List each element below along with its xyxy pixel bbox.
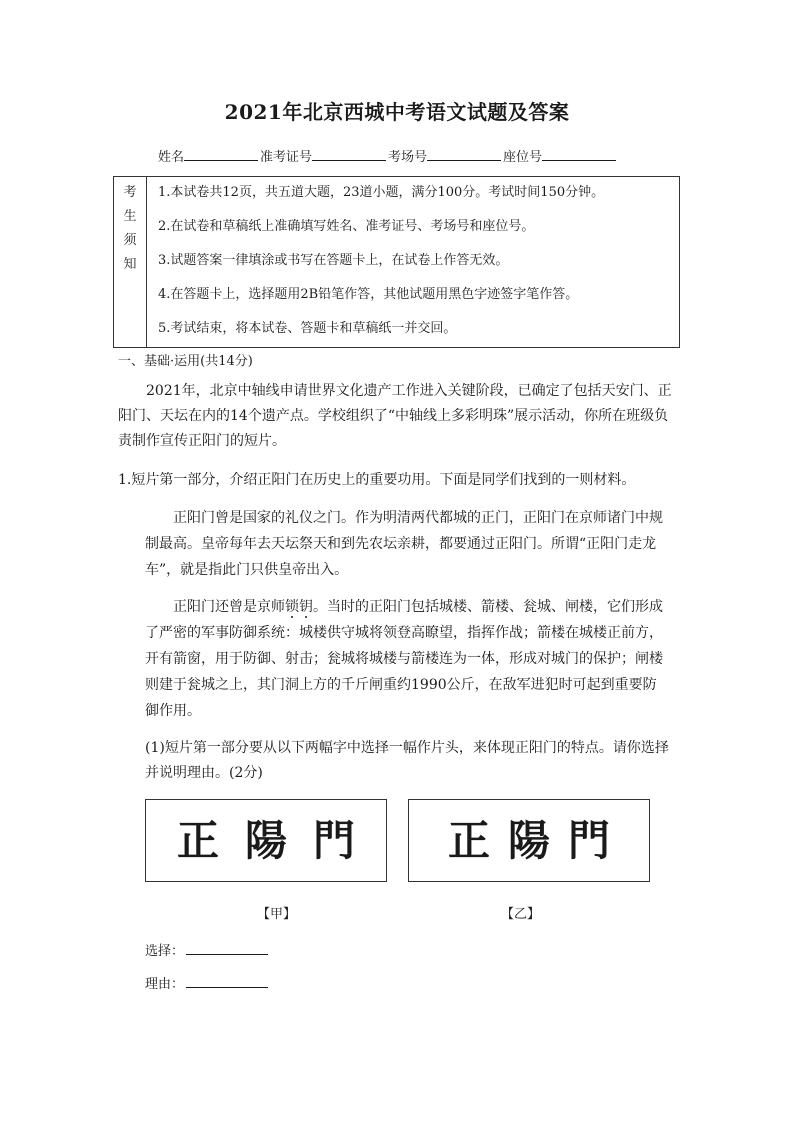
choice-label: 选择： [145, 944, 185, 959]
notice-item: 1.本试卷共12页，共五道大题，23道小题，满分100分。考试时间150分钟。 [158, 185, 605, 200]
choice-blank[interactable] [186, 942, 268, 955]
calligraphy-jia-text: 正陽門 [176, 815, 381, 865]
intro-paragraph: 2021年，北京中轴线申请世界文化遗产工作进入关键阶段，已确定了包括天安门、正阳门、天坛在内的14个遗产点。学校组织了“中轴线上多彩明珠”展示活动，你所在班级负责制作宣传正阳门的短片。 [118, 383, 672, 449]
choice-answer-line [145, 940, 268, 959]
reason-blank[interactable] [186, 975, 268, 988]
notice-item: 3.试题答案一律填涂或书写在答题卡上，在试卷上作答无效。 [158, 253, 509, 268]
material-paragraph-2 [145, 594, 670, 724]
candidate-notice-box [113, 176, 680, 348]
seat-blank [542, 148, 616, 161]
reason-label: 理由： [145, 977, 185, 992]
reason-answer-line [145, 973, 268, 992]
exam-id-blank [312, 148, 386, 161]
caption-jia: 【甲】 [257, 907, 297, 922]
section-heading: 一、基础·运用(共14分) [118, 354, 253, 369]
notice-label [114, 177, 147, 347]
dotted-char: 钥 [299, 599, 313, 615]
question-1: 1.短片第一部分，介绍正阳门在历史上的重要功用。下面是同学们找到的一则材料。 [118, 472, 636, 488]
dotted-emphasis [285, 599, 313, 615]
notice-label-char: 生 [123, 209, 137, 224]
subquestion-1: (1)短片第一部分要从以下两幅字中选择一幅作片头，来体现正阳门的特点。请你选择并说明理由。(2分) [145, 740, 669, 781]
material-text: 。当时的正阳门包括城楼、箭楼、瓮城、闸楼，它们形成了严密的军事防御系统：城楼供守城将领登高瞭望，指挥作战；箭楼在城楼正前方，开有箭窗，用于防御、射击；瓮城将城楼与箭楼连为一体，形成对城门的保护；闸楼则建于瓮城之上，其门洞上方的千斤闸重约1990公斤，在敌军进犯时可起到重要防御作用。 [145, 599, 663, 719]
exam-title: 2021年北京西城中考语文试题及答案 [224, 100, 570, 124]
dotted-char: 锁 [285, 599, 299, 615]
notice-item: 4.在答题卡上，选择题用2B铅笔作答，其他试题用黑色字迹签字笔作答。 [158, 287, 579, 302]
calligraphy-yi-text: 正陽門 [447, 815, 628, 865]
notice-item: 5.考试结束，将本试卷、答题卡和草稿纸一并交回。 [158, 321, 457, 336]
room-blank [427, 148, 501, 161]
material-paragraph-1: 正阳门曾是国家的礼仪之门。作为明清两代都城的正门，正阳门在京师诸门中规制最高。皇帝每年去天坛祭天和到先农坛亲耕，都要通过正阳门。所谓“正阳门走龙车”，就是指此门只供皇帝出入。 [145, 510, 663, 578]
calligraphy-jia [145, 799, 387, 882]
info-label-seat: 座位号 [503, 150, 543, 165]
candidate-info-line [158, 146, 618, 165]
info-label-room: 考场号 [388, 150, 428, 165]
notice-label-char: 须 [123, 233, 137, 248]
name-blank [184, 148, 258, 161]
material-text: 正阳门还曾是京师 [173, 599, 285, 615]
info-label-name: 姓名 [158, 150, 185, 165]
calligraphy-yi [408, 799, 650, 882]
notice-item: 2.在试卷和草稿纸上准确填写姓名、准考证号、考场号和座位号。 [158, 219, 535, 234]
notice-label-char: 知 [123, 257, 137, 272]
notice-label-char: 考 [123, 185, 137, 200]
caption-yi: 【乙】 [501, 907, 541, 922]
info-label-exam-id: 准考证号 [260, 150, 313, 165]
